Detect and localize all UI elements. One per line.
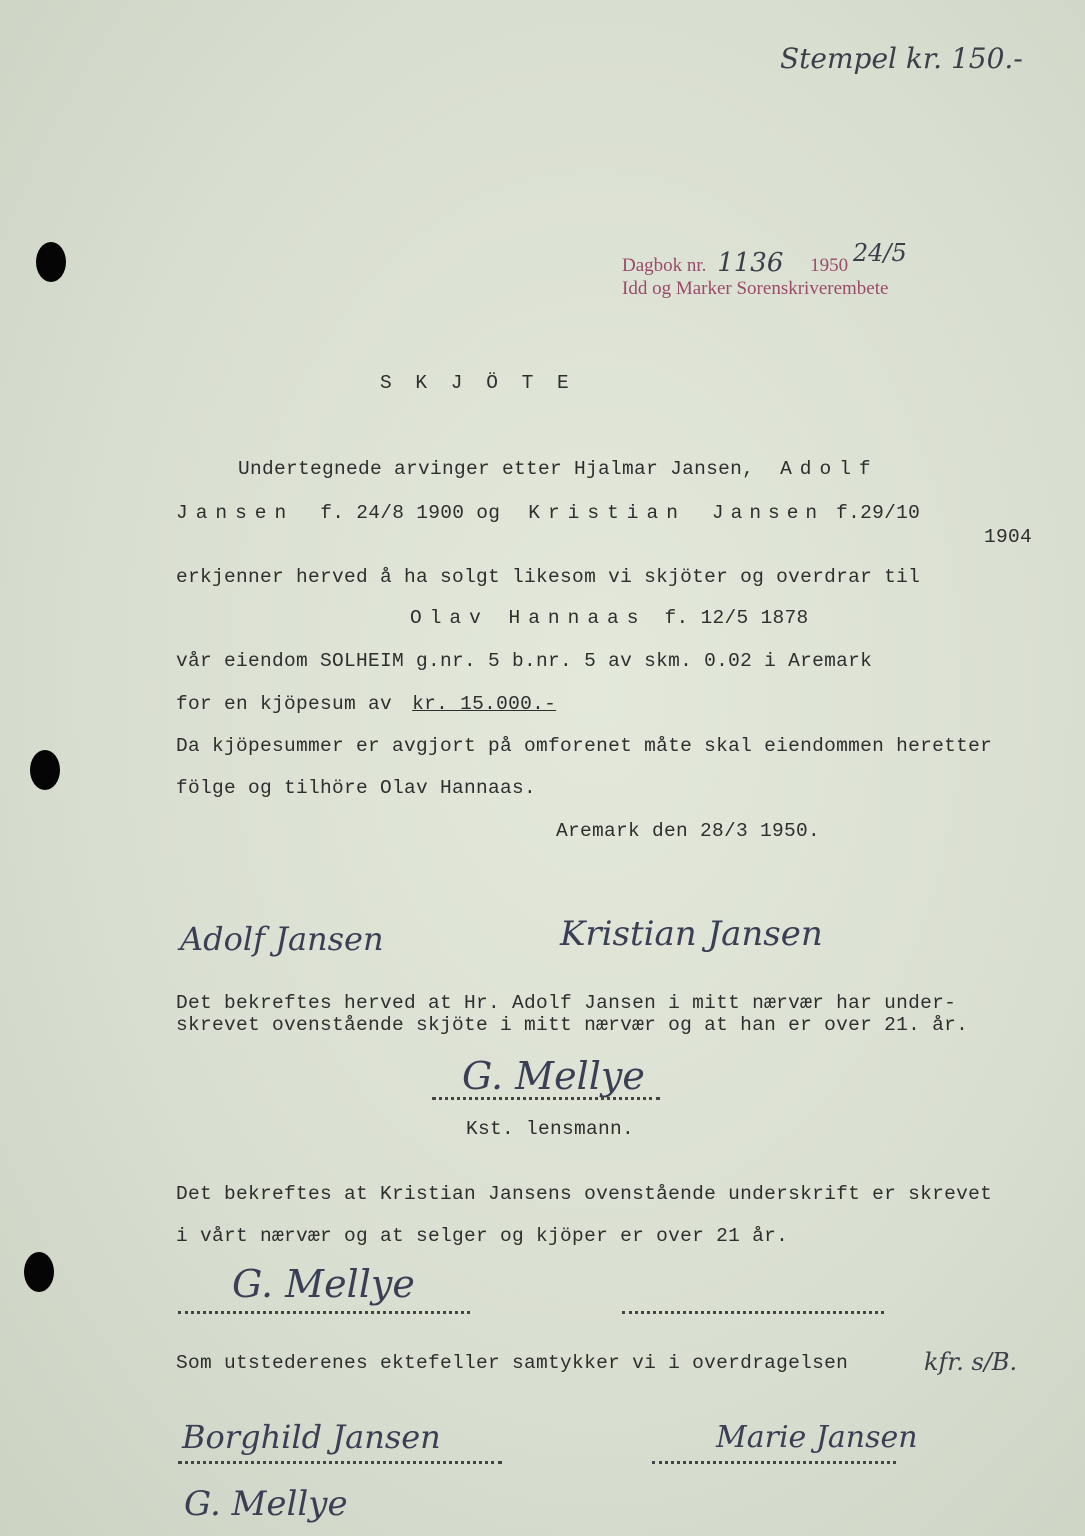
purchase-price: kr. 15.000.- xyxy=(412,693,557,715)
body-line-1-text: Undertegnede arvinger etter Hjalmar Jansen, xyxy=(238,458,755,480)
signature-kristian-jansen: Kristian Jansen xyxy=(560,914,823,954)
price-label: for en kjöpesum av xyxy=(176,693,393,715)
punch-hole-middle xyxy=(30,750,60,790)
buyer-name: Olav Hannaas xyxy=(410,607,647,629)
seller-2-birth: f.29/10 xyxy=(836,502,921,524)
diary-year: 1950 xyxy=(810,255,849,276)
diary-stamp xyxy=(622,239,907,278)
seller-1-birth: f. 24/8 1900 og xyxy=(320,502,501,524)
signature-spouse-marie: Marie Jansen xyxy=(716,1420,918,1455)
signature-line-witness-2a xyxy=(178,1311,470,1314)
confirm1-line-1: Det bekreftes herved at Hr. Adolf Jansen i mitt nærvær har under- xyxy=(176,992,957,1014)
punch-hole-bottom xyxy=(24,1252,54,1292)
seller-2-first-name: Kristian xyxy=(528,502,686,524)
signature-line-spouse-1 xyxy=(178,1461,502,1464)
signature-line-witness-2b xyxy=(622,1311,884,1314)
seller-2-last-name: Jansen xyxy=(711,502,825,524)
body-line-8: fölge og tilhöre Olav Hannaas. xyxy=(176,777,537,799)
consent-note: kfr. s/B. xyxy=(924,1348,1018,1376)
diary-number: 1136 xyxy=(717,248,784,278)
stamp-fee-note: Stempel kr. 150.- xyxy=(780,42,1023,75)
signature-witness-1: G. Mellye xyxy=(462,1054,645,1098)
signature-spouse-borghild: Borghild Jansen xyxy=(182,1418,441,1456)
office-stamp: Idd og Marker Sorenskriverembete xyxy=(622,278,889,299)
signature-line-spouse-2 xyxy=(652,1461,896,1464)
body-line-5: vår eiendom SOLHEIM g.nr. 5 b.nr. 5 av skm. 0.02 i Aremark xyxy=(176,650,873,672)
diary-date: 24/5 xyxy=(852,239,907,267)
document-title: S K J Ö T E xyxy=(380,372,575,394)
signature-line-witness-1 xyxy=(432,1097,660,1100)
diary-label: Dagbok nr. xyxy=(622,255,707,276)
buyer-line xyxy=(410,607,808,629)
punch-hole-top xyxy=(36,242,66,282)
witness-title: Kst. lensmann. xyxy=(466,1118,635,1140)
body-line-2 xyxy=(176,502,920,524)
consent-text: Som utstederenes ektefeller samtykker vi i overdragelsen xyxy=(176,1352,849,1374)
signature-witness-3: G. Mellye xyxy=(184,1484,348,1524)
body-line-1 xyxy=(238,458,879,480)
seller-2-birth-year: 1904 xyxy=(984,526,1033,548)
confirm2-line-2: i vårt nærvær og at selger og kjöper er over 21 år. xyxy=(176,1225,789,1247)
signature-witness-2: G. Mellye xyxy=(232,1262,415,1306)
seller-1-last-name: Jansen xyxy=(176,502,295,524)
place-date: Aremark den 28/3 1950. xyxy=(556,820,821,842)
body-line-3: erkjenner herved å ha solgt likesom vi skjöter og overdrar til xyxy=(176,566,921,588)
body-line-7: Da kjöpesummer er avgjort på omforenet måte skal eiendommen heretter xyxy=(176,735,993,757)
confirm1-line-2: skrevet ovenstående skjöte i mitt nærvær og at han er over 21. år. xyxy=(176,1014,969,1036)
confirm2-line-1: Det bekreftes at Kristian Jansens ovenstående underskrift er skrevet xyxy=(176,1183,993,1205)
buyer-birth: f. 12/5 1878 xyxy=(664,607,809,629)
signature-adolf-jansen: Adolf Jansen xyxy=(180,920,384,958)
body-line-6 xyxy=(176,693,556,715)
seller-1-first-name: Adolf xyxy=(780,458,879,480)
